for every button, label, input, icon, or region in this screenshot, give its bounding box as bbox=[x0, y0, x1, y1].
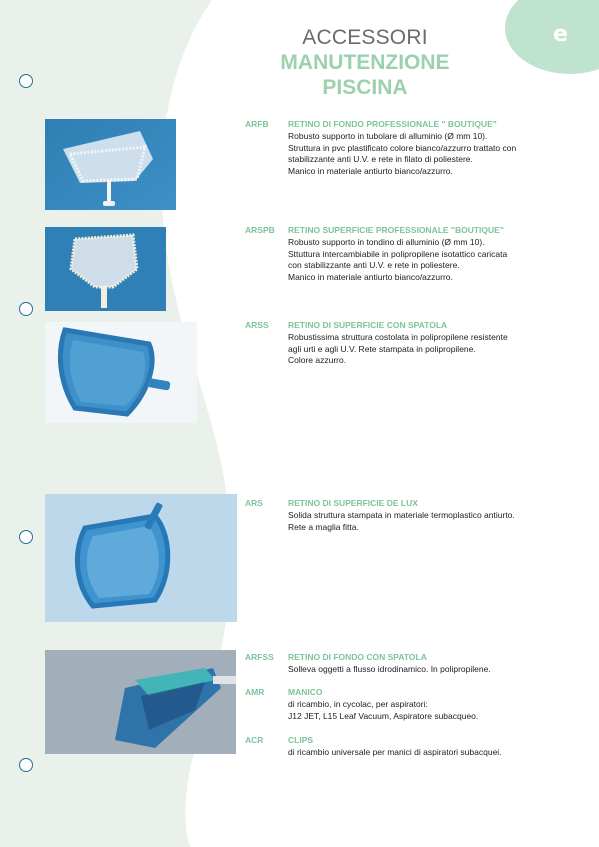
description-line: Struttura in pvc plastificato colore bianco/azzurro trattato con bbox=[288, 142, 517, 153]
photo-arfb-net bbox=[45, 119, 176, 210]
product-name: MANICO bbox=[288, 687, 323, 697]
product-name: RETINO DI SUPERFICIE CON SPATOLA bbox=[288, 320, 448, 330]
description-line: con stabilizzante anti U.V. e rete in poliestere. bbox=[288, 260, 460, 271]
product-name: RETINO DI FONDO CON SPATOLA bbox=[288, 652, 427, 662]
description-line: di ricambio, in cycolac, per aspiratori: bbox=[288, 698, 428, 709]
description-line: Robusto supporto in tondino di alluminio (Ø mm 10). bbox=[288, 236, 485, 247]
entry-arfss bbox=[245, 652, 575, 676]
title-manutenzione: MANUTENZIONE bbox=[280, 51, 450, 74]
binder-hole bbox=[19, 74, 33, 88]
description-line: Solida struttura stampata in materiale termoplastico antiurto. bbox=[288, 509, 515, 520]
product-code: ACR bbox=[245, 735, 264, 745]
entry-acr bbox=[245, 735, 575, 759]
description-line: Robusto supporto in tubolare di alluminio (Ø mm 10). bbox=[288, 130, 488, 141]
product-name: RETINO SUPERFICIE PROFESSIONALE "BOUTIQUE" bbox=[288, 225, 504, 235]
product-name: RETINO DI SUPERFICIE DE LUX bbox=[288, 498, 418, 508]
binder-hole bbox=[19, 758, 33, 772]
description-line: Rete a maglia fitta. bbox=[288, 521, 359, 532]
entry-arfb bbox=[245, 119, 575, 178]
description-line: J12 JET, L15 Leaf Vacuum, Aspiratore subacqueo. bbox=[288, 710, 479, 721]
description-line: Robustissima struttura costolata in polipropilene resistente bbox=[288, 331, 508, 342]
product-code: ARS bbox=[245, 498, 263, 508]
photo-arfss-net bbox=[45, 650, 236, 754]
description-line: Manico in materiale antiurto bianco/azzurro. bbox=[288, 166, 453, 177]
entry-amr bbox=[245, 687, 575, 722]
description-line: Sttuttura intercambiabile in polipropilene isotattico caricata bbox=[288, 248, 508, 259]
product-code: ARFSS bbox=[245, 652, 274, 662]
title-piscina: PISCINA bbox=[322, 76, 408, 99]
description-line: di ricambio universale per manici di aspiratori subacquei. bbox=[288, 746, 502, 757]
product-code: ARFB bbox=[245, 119, 269, 129]
binder-hole bbox=[19, 530, 33, 544]
product-code: AMR bbox=[245, 687, 265, 697]
entry-ars bbox=[245, 498, 575, 533]
entry-arspb bbox=[245, 225, 575, 284]
product-name: CLIPS bbox=[288, 735, 314, 745]
description-line: agli urti e agli U.V. Rete stampata in polipropilene. bbox=[288, 343, 476, 354]
photo-arss-net bbox=[45, 322, 197, 423]
product-code: ARSPB bbox=[245, 225, 275, 235]
entry-arss bbox=[245, 320, 575, 367]
binder-hole bbox=[19, 302, 33, 316]
description-line: Solleva oggetti a flusso idrodinamico. In polipropilene. bbox=[288, 663, 491, 674]
product-name: RETINO DI FONDO PROFESSIONALE " BOUTIQUE" bbox=[288, 119, 497, 129]
description-line: stabilizzante anti U.V. e rete in filato di poliestere. bbox=[288, 154, 473, 165]
product-code: ARSS bbox=[245, 320, 269, 330]
description-line: Manico in materiale antiurto bianco/azzurro. bbox=[288, 272, 453, 283]
title-accessori: ACCESSORI bbox=[302, 26, 428, 49]
photo-arspb-net bbox=[45, 227, 166, 311]
description-line: Colore azzurro. bbox=[288, 355, 347, 366]
section-letter: e bbox=[553, 22, 568, 47]
page-title bbox=[270, 26, 460, 100]
photo-ars-net bbox=[45, 494, 237, 622]
